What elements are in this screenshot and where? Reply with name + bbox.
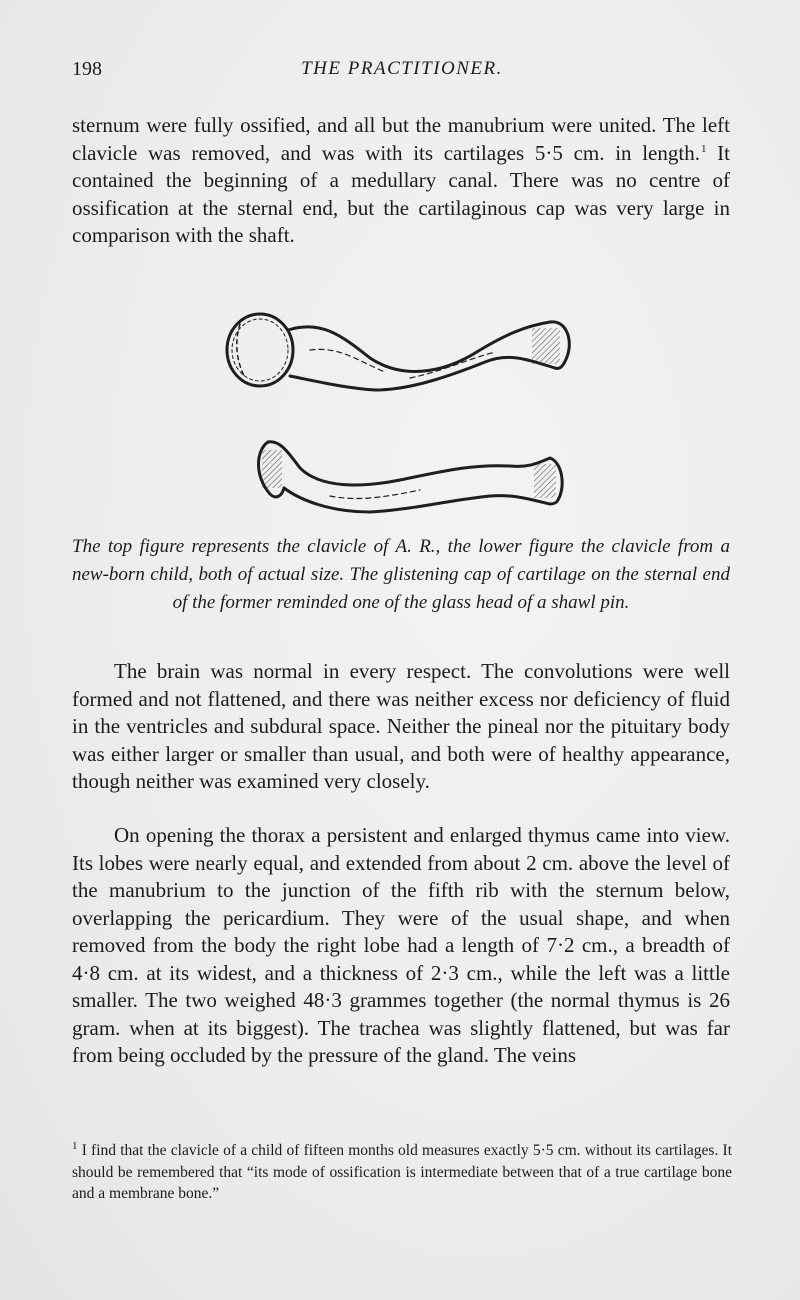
footnote-text: I find that the clavicle of a child of fifteen months old measures exactly 5·5 cm. without its cartilages. It should be remembered that “its mode of ossification is intermediate between that of a true cartilage bone and a membrane bone.” bbox=[72, 1142, 732, 1202]
adult-clavicle-drawing bbox=[227, 314, 569, 390]
clavicle-illustration bbox=[210, 290, 590, 530]
footnote-mark: 1 bbox=[72, 1139, 78, 1152]
paragraph-intro-text: sternum were fully ossified, and all but the manubrium were united. The left clavicle was removed, and was with its cartilages 5·5 cm. in length. bbox=[72, 113, 730, 165]
newborn-clavicle-drawing bbox=[259, 442, 563, 512]
page-header bbox=[72, 58, 732, 92]
paragraph-intro-continuation: It contained the beginning of a medullary canal. There was no centre of ossification at the sternal end, but the cartilaginous cap was very large in comparison with the shaft. bbox=[72, 140, 730, 247]
figure-caption: The top figure represents the clavicle of A. R., the lower figure the clavicle from a new-born child, both of actual size. The glistening cap of cartilage on the sternal end of the former reminded one of the glass head of a shawl pin. bbox=[72, 536, 730, 613]
running-title: THE PRACTITIONER. bbox=[301, 58, 503, 79]
footnote bbox=[72, 1140, 732, 1205]
clavicle-figure bbox=[210, 290, 590, 530]
page-number: 198 bbox=[72, 58, 102, 80]
paragraph-brain: The brain was normal in every respect. The convolutions were well formed and not flattened, and there was neither excess nor deficiency of fluid in the ventricles and subdural space. Neither the pineal nor the pituitary body was either larger or smaller than usual, and both were of healthy appearance, though neither was examined very closely. bbox=[72, 659, 730, 793]
footnote-reference[interactable]: 1 bbox=[700, 142, 707, 155]
paragraph-intro bbox=[72, 112, 730, 250]
paragraph-thorax: On opening the thorax a persistent and enlarged thymus came into view. Its lobes were nearly equal, and extended from about 2 cm. above the level of the manubrium to the junction of the fifth rib with the sternum below, overlapping the pericardium. They were of the usual shape, and when removed from the body the right lobe had a length of 7·2 cm., a breadth of 4·8 cm. at its widest, and a thickness of 2·3 cm., while the left was a little smaller. The two weighed 48·3 grammes together (the normal thymus is 26 gram. when at its biggest). The trachea was slightly flattened, but was far from being occluded by the pressure of the gland. The veins bbox=[72, 823, 730, 1067]
